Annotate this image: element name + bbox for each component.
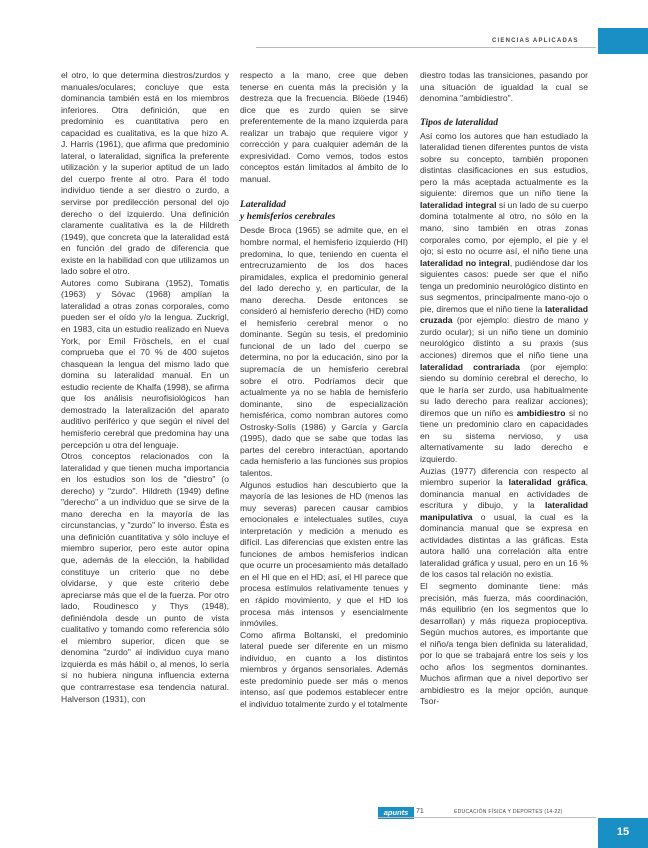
text-run: o usual, la cual es la dominancia manual que se expresa en actividades distintas a las gráficas. Esta autora halló una correlación alta entre lateralidad gráfica y usual, pero en un 16 % de los casos tal relación no existía.	[420, 511, 588, 580]
paragraph: Desde Broca (1965) se admite que, en el hombre normal, el hemisferio izquierdo (HI) predomina, lo que, teniendo en cuenta el entrecruzamiento de los dos haces piramidales, explica el predominio general del lado derecho y, en particular, de la mano derecha. Desde entonces se consideró al hemisferio derecho (HD) como el hemisferio cerebral menor o no dominante. Según su tesis, el predominio funcional de un lado del cuerpo se determina, no por la educación, sino por la supremacía de un hemisferio cerebral sobre el otro. Podríamos decir que actualmente ya no se habla de hemisferio dominante, sino de especialización hemisférica, como nombran autores como Ostrosky-Solís (1986) y García y García (1995), dado que se sabe que todas las partes del cerebro interactúan, aportando cada hemisferio a las funciones sus propios talentos.	[240, 225, 408, 478]
journal-title: EDUCACIÓN FÍSICA Y DEPORTES (14-22)	[454, 809, 563, 815]
column-3	[420, 70, 588, 708]
text-run: , pudiéndose dar los siguientes casos: puede ser que el niño tenga un predominio neurológico distinto en sus segmentos, principalmente mano-ojo o pie, diremos que el niño tiene la	[420, 257, 588, 314]
paragraph	[420, 466, 588, 581]
paragraph: diestro todas las transiciones, pasando por una situación de igualdad la cual se denomina "ambidiestro".	[420, 70, 588, 104]
term-bold: lateralidad no integral	[420, 257, 510, 268]
text-run: si un lado de su cuerpo domina totalmente al otro, no sólo en la mano, sino también en otras zonas corporales como, por ejemplo, el pie y el ojo; si esto no ocurre así, el niño tiene una	[420, 199, 588, 257]
term-bold: lateralidad manipulativa	[420, 500, 588, 522]
column-1	[61, 70, 229, 705]
text-run: si no tiene un predominio claro en capacidades en su sistema nervioso, y usa alternativamente su lado derecho e izquierdo.	[420, 407, 588, 464]
term-bold: ambidiestro	[516, 407, 566, 418]
text-run: (por ejemplo: siendo su dominio cerebral el derecho, lo que le haría ser zurdo, usa habitualmente su lado derecho para realizar acciones); diremos que un niño es	[420, 361, 588, 418]
paragraph: Como afirma Boltanski, el predominio lateral puede ser diferente en un mismo individuo, en cuanto a los distintos miembros y órganos sensoriales. Además este predominio puede ser más o menos intenso, así que podemos establecer entre el individuo totalmente zurdo y el totalmente	[240, 629, 408, 709]
header-accent-block	[598, 28, 648, 54]
header-rule	[256, 47, 596, 48]
section-heading	[240, 199, 408, 223]
heading-line: y hemisferios cerebrales	[240, 211, 336, 223]
section-heading: Tipos de lateralidad	[420, 116, 498, 128]
footer-rule	[378, 817, 596, 818]
section-label: CIENCIAS APLICADAS	[492, 38, 579, 44]
page-number: 15	[616, 826, 630, 838]
text-run: Así como los autores que han estudiado la lateralidad tienen diferentes puntos de vista sobre su concepto, también proponen distintas clasificaciones en sus estudios, pero la más aceptada actualmente es la siguiente: diremos que un niño tiene la	[420, 130, 588, 199]
text-run: , dominancia manual en actividades de escritura y dibujo, y la	[420, 477, 588, 511]
text-run: Auzias (1977) diferencia con respecto al miembro superior la	[420, 465, 588, 488]
heading-line: Lateralidad	[240, 199, 286, 211]
paragraph: El segmento dominante tiene: más precisión, más fuerza, más coordinación, más equilibrio (en los segmentos que lo desarrollan) y más riqueza propioceptiva. Según muchos autores, es importante que el niño/a tenga bien definida su lateralidad, por lo que se trabajará entre los seis y los ocho años los segmentos dominantes. Muchos afirman que a nivel deportivo ser ambidiestro es la mejor opción, aunque Tsor-	[420, 580, 588, 707]
column-2	[240, 70, 408, 710]
paragraph: el otro, lo que determina diestros/zurdos y manuales/oculares; concluye que esta dominancia también está en los miembros inferiores. Otra definición, que en predominio es cuantitativa pero en capacidad es cualitativa, es la que hizo A. J. Harris (1961), que afirma que predominio lateral, o lateralidad, significa la preferente utilización y la superior aptitud de un lado del cuerpo frente al otro. Para él todo individuo tiende a ser diestro o zurdo, a servirse por predilección personal del ojo derecho o del izquierdo. Una definición claramente cualitativa es la de Hildreth (1949), que concreta que la lateralidad está en función del grado de diferencia que existe en la habilidad con que utilizamos un lado sobre el otro.	[61, 70, 229, 277]
paragraph: Autores como Subirana (1952), Tomatis (1963) y Sóvac (1968) amplían la lateralidad a otras zonas corporales, como pueden ser el oído y/o la lengua. Zuckrigl, en 1983, cita un estudio realizado en Nueva York, por Emil Fröschels, en el cual comprueba que el 70 % de 400 sujetos chasquean la lengua del mismo lado que domina su lateralidad manual. En un estudio reciente de Khalfa (1998), se afirma que los análisis neurofisiológicos han demostrado la lateralización del aparato auditivo periférico y que según el nivel del hemisferio cerebral que predomina hay una percepción u otra del lenguaje.	[61, 277, 229, 450]
term-bold: lateralidad integral	[420, 199, 497, 210]
paragraph	[420, 131, 588, 466]
paragraph: respecto a la mano, cree que deben tenerse en cuenta más la precisión y la destreza que la frecuencia. Blöede (1946) dice que es zurdo quien se sirve preferentemente de la mano izquierda para realizar un trabajo que requiere vigor y corrección y para cualquier ademán de la expresividad. Como vemos, todos estos conceptos están limitados al ámbito de lo manual.	[240, 70, 408, 184]
paragraph: Otros conceptos relacionados con la lateralidad y que tienen mucha importancia en los estudios son los de "diestro" (o derecho) y "zurdo". Hildreth (1949) define "derecho" a un individuo que se sirve de la mano derecha en la mayoría de las circunstancias, y "zurdo" lo inverso. Ésta es una definición cuantitativa y sólo incluye el miembro superior, pero este autor opina que, además de la elección, la habilidad constituye un criterio que no debe olvidarse, y que este criterio debe apreciarse más que el de la fuerza. Por otro lado, Roudinesco y Thys (1948), definiéndola desde un punto de vista cualitativo y tomando como referencia sólo el miembro superior, dicen que se denomina "zurdo" al individuo cuya mano izquierda es más hábil o, al menos, lo sería si no hubiera ninguna influencia externa que contrarrestase esa tendencia natural. Halverson (1931), con	[61, 451, 229, 704]
paragraph: Algunos estudios han descubierto que la mayoría de las lesiones de HD (menos las muy severas) parecen causar cambios emocionales e intelectuales sutiles, cuya interpretación y medición a menudo es difícil. Las diferencias que existen entre las funciones de ambos hemisferios indican que ocurre un procesamiento más detallado en el HI que en el HD; así, el HI parece que procesa estímulos relativamente tenues y en rápido movimiento, y que el HD los procesa más intensos y esencialmente inmóviles.	[240, 479, 408, 629]
issue-number: 71	[416, 808, 424, 815]
term-bold: lateralidad cruzada	[420, 303, 588, 326]
term-bold: lateralidad contrariada	[420, 361, 520, 372]
term-bold: lateralidad gráfica	[508, 477, 586, 488]
text-run: (por ejemplo: diestro de mano y zurdo ocular); si un niño tiene un dominio neurológico distinto a su praxis (sus acciones) diremos que el niño tiene una	[420, 315, 588, 361]
journal-logo: apunts	[378, 807, 414, 819]
